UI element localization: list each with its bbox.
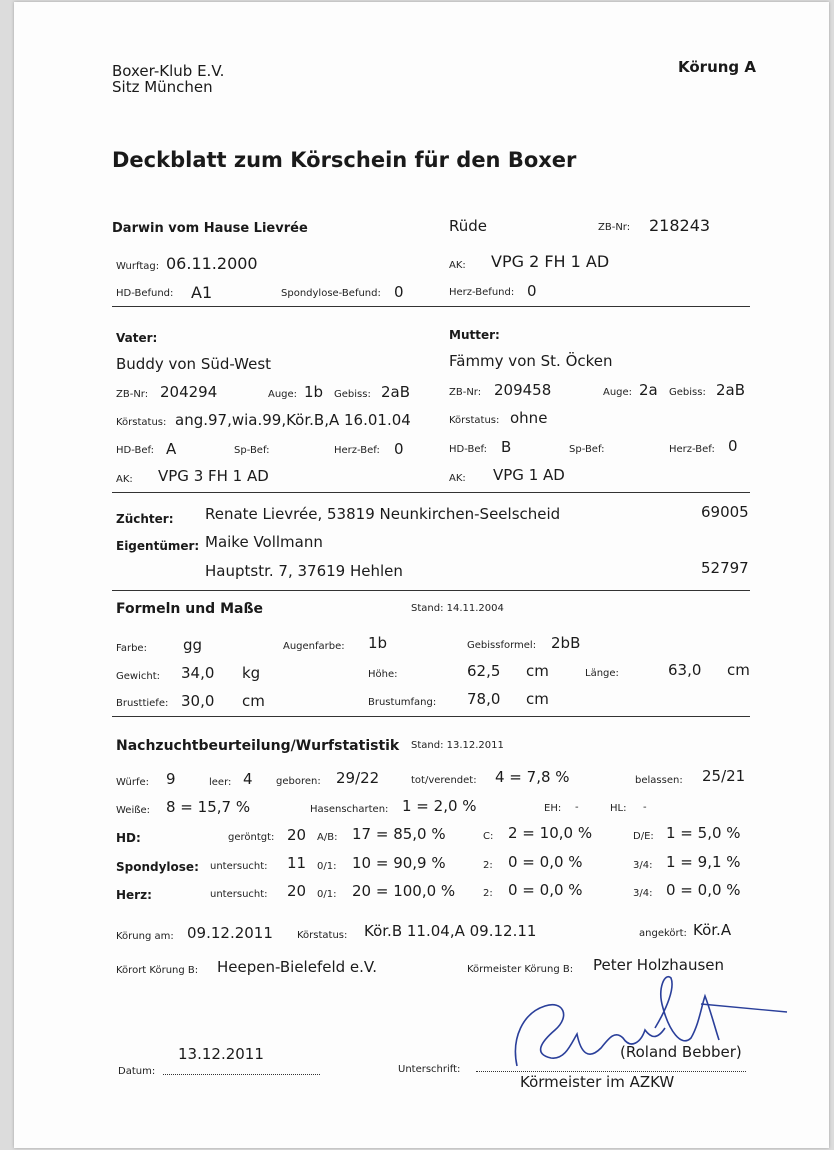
herz-row-b-label: 2: [483, 888, 493, 899]
mother-auge: 2a [639, 381, 658, 399]
herz-row-c: 0 = 0,0 % [666, 881, 741, 899]
hohe-label: Höhe: [368, 669, 398, 680]
kormeister-value: Peter Holzhausen [593, 956, 725, 974]
korung-am-value: 09.12.2011 [187, 924, 273, 942]
lange-unit: cm [727, 661, 750, 679]
wurfe-value: 9 [166, 770, 176, 788]
dog-ak: VPG 2 FH 1 AD [491, 252, 610, 271]
mother-zb-label: ZB-Nr: [449, 387, 482, 398]
club-seat: Sitz München [112, 78, 213, 96]
spondylose-row-c: 1 = 9,1 % [666, 853, 741, 871]
eigentumer-address: Hauptstr. 7, 37619 Hehlen [205, 562, 403, 580]
spondylose-row-sub-label: untersucht: [210, 861, 268, 872]
mother-auge-label: Auge: [603, 387, 633, 398]
datum-label: Datum: [118, 1066, 156, 1077]
tot-label: tot/verendet: [411, 775, 477, 786]
divider [112, 306, 750, 307]
mother-heading: Mutter: [449, 328, 500, 342]
unterschrift-label: Unterschrift: [398, 1064, 461, 1075]
zuchter-value: Renate Lievrée, 53819 Neunkirchen-Seelscheid [205, 505, 561, 523]
formeln-heading: Formeln und Maße [116, 601, 264, 617]
mother-herz: 0 [728, 437, 738, 455]
spondylose-row-a-label: 0/1: [317, 861, 337, 872]
eh-label: EH: [544, 803, 562, 814]
hasenscharten-label: Hasenscharten: [310, 804, 389, 815]
page-title: Deckblatt zum Körschein für den Boxer [112, 148, 577, 172]
father-hd: A [166, 440, 177, 458]
gewicht-value: 34,0 [181, 664, 215, 682]
father-name: Buddy von Süd-West [116, 355, 272, 373]
hohe-value: 62,5 [467, 662, 501, 680]
hd-row-sub-label: geröntgt: [228, 832, 275, 843]
eigentumer-number: 52797 [701, 559, 749, 577]
mother-ak-label: AK: [449, 473, 466, 484]
signer-name: (Roland Bebber) [620, 1043, 742, 1061]
signature [505, 968, 795, 1078]
herz-row-a-label: 0/1: [317, 889, 337, 900]
farbe-label: Farbe: [116, 643, 147, 654]
zuchter-number: 69005 [701, 503, 749, 521]
tot-value: 4 = 7,8 % [495, 768, 570, 786]
mother-gebiss-label: Gebiss: [669, 387, 706, 398]
brustumfang-value: 78,0 [467, 690, 501, 708]
korstatus-label: Körstatus: [297, 930, 348, 941]
weisse-label: Weiße: [116, 805, 151, 816]
mother-name: Fämmy von St. Öcken [449, 352, 613, 370]
nachzucht-heading: Nachzuchtbeurteilung/Wurfstatistik [116, 738, 400, 754]
hasenscharten-value: 1 = 2,0 % [402, 797, 477, 815]
hd-befund-label: HD-Befund: [116, 288, 174, 299]
herz-befund-value: 0 [527, 282, 537, 300]
angekort-value: Kör.A [693, 921, 732, 939]
datum-line [163, 1074, 320, 1075]
hohe-unit: cm [526, 662, 549, 680]
geboren-value: 29/22 [336, 769, 380, 787]
zuchter-label: Züchter: [116, 512, 174, 526]
gewicht-label: Gewicht: [116, 671, 160, 682]
father-sp-label: Sp-Bef: [234, 445, 270, 456]
hl-value: - [643, 802, 647, 813]
spondylose-row-c-label: 3/4: [633, 860, 653, 871]
augenfarbe-label: Augenfarbe: [283, 641, 345, 652]
wurftag-label: Wurftag: [116, 261, 160, 272]
father-ak: VPG 3 FH 1 AD [158, 467, 269, 485]
spondylose-befund-value: 0 [394, 283, 404, 301]
lange-value: 63,0 [668, 661, 702, 679]
spondylose-befund-label: Spondylose-Befund: [281, 288, 381, 299]
spondylose-row-b: 0 = 0,0 % [508, 853, 583, 871]
geboren-label: geboren: [276, 776, 321, 787]
father-zb: 204294 [160, 383, 218, 401]
augenfarbe-value: 1b [368, 634, 388, 652]
lange-label: Länge: [585, 668, 619, 679]
hl-label: HL: [610, 803, 627, 814]
mother-korstatus: ohne [510, 409, 548, 427]
father-herz: 0 [394, 440, 404, 458]
korort-value: Heepen-Bielefeld e.V. [217, 958, 378, 976]
mother-ak: VPG 1 AD [493, 466, 565, 484]
divider [112, 716, 750, 717]
mother-hd-label: HD-Bef: [449, 444, 488, 455]
spondylose-row-name: Spondylose: [116, 860, 199, 874]
herz-row-a: 20 = 100,0 % [352, 882, 456, 900]
belassen-value: 25/21 [702, 767, 746, 785]
hd-row-c-label: D/E: [633, 831, 654, 842]
signer-role: Körmeister im AZKW [520, 1073, 675, 1091]
brusttiefe-label: Brusttiefe: [116, 698, 169, 709]
nachzucht-stand: Stand: 13.12.2011 [411, 740, 504, 751]
weisse-value: 8 = 15,7 % [166, 798, 251, 816]
wurfe-label: Würfe: [116, 777, 150, 788]
leer-label: leer: [209, 777, 232, 788]
gebissformel-label: Gebissformel: [467, 640, 537, 651]
korung-type: Körung A [678, 58, 756, 76]
mother-herz-label: Herz-Bef: [669, 444, 715, 455]
mother-hd: B [501, 438, 512, 456]
father-korstatus: ang.97,wia.99,Kör.B,A 16.01.04 [175, 411, 411, 429]
gebissformel-value: 2bB [551, 634, 581, 652]
herz-befund-label: Herz-Befund: [449, 287, 515, 298]
eigentumer-label: Eigentümer: [116, 539, 200, 553]
eh-value: - [575, 802, 579, 813]
dog-sex: Rüde [449, 217, 488, 235]
hd-row-a: 17 = 85,0 % [352, 825, 446, 843]
herz-row-b: 0 = 0,0 % [508, 881, 583, 899]
father-heading: Vater: [116, 331, 158, 345]
hd-row-b: 2 = 10,0 % [508, 824, 593, 842]
mother-gebiss: 2aB [716, 381, 746, 399]
spondylose-row-count: 11 [287, 854, 307, 872]
herz-row-c-label: 3/4: [633, 888, 653, 899]
father-herz-label: Herz-Bef: [334, 445, 380, 456]
korung-am-label: Körung am: [116, 931, 174, 942]
angekort-label: angekört: [639, 928, 687, 939]
kormeister-label: Körmeister Körung B: [467, 964, 574, 975]
father-hd-label: HD-Bef: [116, 445, 155, 456]
father-gebiss: 2aB [381, 383, 411, 401]
mother-korstatus-label: Körstatus: [449, 415, 500, 426]
brustumfang-label: Brustumfang: [368, 697, 437, 708]
dog-zb-label: ZB-Nr: [598, 222, 631, 233]
hd-row-a-label: A/B: [317, 832, 338, 843]
belassen-label: belassen: [635, 775, 683, 786]
spondylose-row-a: 10 = 90,9 % [352, 854, 446, 872]
korstatus-value: Kör.B 11.04,A 09.12.11 [364, 922, 537, 940]
hd-row-name: HD: [116, 831, 141, 845]
herz-row-sub-label: untersucht: [210, 889, 268, 900]
father-korstatus-label: Körstatus: [116, 417, 167, 428]
mother-sp-label: Sp-Bef: [569, 444, 605, 455]
father-auge: 1b [304, 383, 324, 401]
wurftag-value: 06.11.2000 [166, 254, 258, 273]
korort-label: Körort Körung B: [116, 965, 199, 976]
father-auge-label: Auge: [268, 389, 298, 400]
hd-row-c: 1 = 5,0 % [666, 824, 741, 842]
hd-befund-value: A1 [191, 283, 213, 302]
dog-zb: 218243 [649, 216, 711, 235]
spondylose-row-b-label: 2: [483, 860, 493, 871]
father-zb-label: ZB-Nr: [116, 389, 149, 400]
brustumfang-unit: cm [526, 690, 549, 708]
dog-ak-label: AK: [449, 260, 466, 271]
gewicht-unit: kg [242, 664, 261, 682]
brusttiefe-value: 30,0 [181, 692, 215, 710]
father-gebiss-label: Gebiss: [334, 389, 371, 400]
herz-row-count: 20 [287, 882, 307, 900]
leer-value: 4 [243, 770, 253, 788]
hd-row-b-label: C: [483, 831, 494, 842]
dog-name: Darwin vom Hause Lievrée [112, 221, 308, 236]
eigentumer-value: Maike Vollmann [205, 533, 323, 551]
farbe-value: gg [183, 636, 203, 654]
datum-value: 13.12.2011 [178, 1045, 264, 1063]
father-ak-label: AK: [116, 474, 133, 485]
herz-row-name: Herz: [116, 888, 152, 902]
divider [112, 492, 750, 493]
formeln-stand: Stand: 14.11.2004 [411, 603, 504, 614]
brusttiefe-unit: cm [242, 692, 265, 710]
hd-row-count: 20 [287, 826, 307, 844]
divider [112, 590, 750, 591]
mother-zb: 209458 [494, 381, 552, 399]
club-name: Boxer-Klub E.V. [112, 62, 225, 80]
